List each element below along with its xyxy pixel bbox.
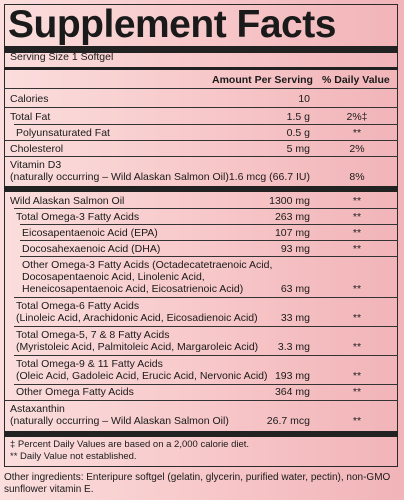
nutrient-dv: **	[352, 127, 362, 139]
nutrient-amount: 93 mg	[280, 243, 310, 255]
nutrient-name: Total Omega-6 Fatty Acids	[16, 300, 140, 312]
row-divider	[20, 256, 398, 257]
nutrient-dv: 2%	[349, 143, 365, 155]
nutrient-dv: 8%	[349, 171, 365, 183]
nutrient-name: Wild Alaskan Salmon Oil	[10, 195, 125, 207]
nutrient-name: Total Omega-5, 7 & 8 Fatty Acids	[16, 329, 170, 341]
nutrient-name: Polyunsaturated Fat	[16, 127, 110, 139]
nutrient-name: Total Omega-3 Fatty Acids	[16, 211, 140, 223]
nutrient-amount: 193 mg	[274, 370, 310, 382]
nutrient-amount: 0.5 g	[286, 127, 310, 139]
nutrient-subname: Docosapentaenoic Acid, Linolenic Acid,	[22, 271, 205, 283]
amount-header: Amount Per Serving	[212, 74, 313, 86]
row-divider	[4, 400, 398, 401]
nutrient-subname: (naturally occurring – Wild Alaskan Salmon Oil)	[10, 415, 229, 427]
nutrient-name: Docosahexaenoic Acid (DHA)	[22, 243, 161, 255]
row-divider	[14, 124, 398, 125]
footnote-not-established: ** Daily Value not established.	[10, 451, 137, 462]
row-divider	[14, 384, 398, 385]
panel-title: Supplement Facts	[8, 3, 336, 46]
nutrient-amount: 10	[298, 93, 310, 105]
nutrient-name: Eicosapentaenoic Acid (EPA)	[22, 227, 158, 239]
nutrient-name: Astaxanthin	[10, 403, 65, 415]
row-divider	[4, 156, 398, 157]
nutrient-subname: (Linoleic Acid, Arachidonic Acid, Eicosadienoic Acid)	[16, 312, 258, 324]
row-divider	[4, 140, 398, 141]
row-divider	[14, 297, 398, 298]
nutrient-amount: 1.6 mcg (66.7 IU)	[228, 171, 310, 183]
row-divider	[20, 224, 398, 225]
nutrient-name: Vitamin D3	[10, 159, 62, 171]
nutrient-amount: 33 mg	[280, 312, 310, 324]
footnote-divider	[4, 431, 398, 437]
nutrient-amount: 3.3 mg	[277, 341, 310, 353]
nutrient-dv: **	[352, 227, 362, 239]
nutrient-subname: (naturally occurring – Wild Alaskan Salmon Oil)	[10, 171, 229, 183]
nutrient-dv: **	[352, 195, 362, 207]
row-divider	[14, 208, 398, 209]
nutrient-name: Calories	[10, 93, 49, 105]
nutrient-dv: **	[352, 312, 362, 324]
nutrient-amount: 1.5 g	[286, 111, 310, 123]
nutrient-dv: **	[352, 211, 362, 223]
nutrient-amount: 26.7 mcg	[266, 415, 310, 427]
nutrient-name: Total Omega-9 & 11 Fatty Acids	[16, 358, 163, 370]
serving-size: Serving Size 1 Softgel	[10, 51, 114, 63]
nutrient-amount: 364 mg	[274, 386, 310, 398]
nutrient-amount: 107 mg	[274, 227, 310, 239]
nutrient-amount: 5 mg	[286, 143, 310, 155]
section-divider	[4, 186, 398, 192]
row-divider	[14, 355, 398, 356]
nutrient-dv: **	[352, 283, 362, 295]
row-divider	[14, 326, 398, 327]
nutrient-dv: **	[352, 386, 362, 398]
nutrient-subname: (Myristoleic Acid, Palmitoleic Acid, Margaroleic Acid)	[16, 341, 259, 353]
nutrient-amount: 63 mg	[280, 283, 310, 295]
nutrient-dv: 2%‡	[346, 111, 368, 123]
nutrient-dv: **	[352, 341, 362, 353]
header-divider	[4, 88, 398, 89]
nutrient-name: Cholesterol	[10, 143, 64, 155]
nutrient-subname: (Oleic Acid, Gadoleic Acid, Erucic Acid, Nervonic Acid)	[16, 370, 268, 382]
nutrient-dv: **	[352, 370, 362, 382]
nutrient-amount: 263 mg	[274, 211, 310, 223]
nutrient-name: Other Omega-3 Fatty Acids (Octadecatetraenoic Acid,	[22, 259, 273, 271]
nutrient-amount: 1300 mg	[269, 195, 310, 207]
nutrient-name: Total Fat	[10, 111, 51, 123]
dv-header: % Daily Value	[322, 74, 390, 86]
serving-divider	[4, 67, 398, 70]
row-divider	[4, 107, 398, 108]
row-divider	[20, 240, 398, 241]
footnote-daily-values: ‡ Percent Daily Values are based on a 2,000 calorie diet.	[10, 439, 250, 450]
nutrient-subname: Heneicosapentaenoic Acid, Eicosatrienoic Acid)	[22, 283, 244, 295]
nutrient-dv: **	[352, 415, 362, 427]
nutrient-name: Other Omega Fatty Acids	[16, 386, 134, 398]
nutrient-dv: **	[352, 243, 362, 255]
other-ingredients: Other ingredients: Enteripure softgel (gelatin, glycerin, purified water, pectin), non-GMO sunflower vitamin E.	[4, 472, 391, 495]
